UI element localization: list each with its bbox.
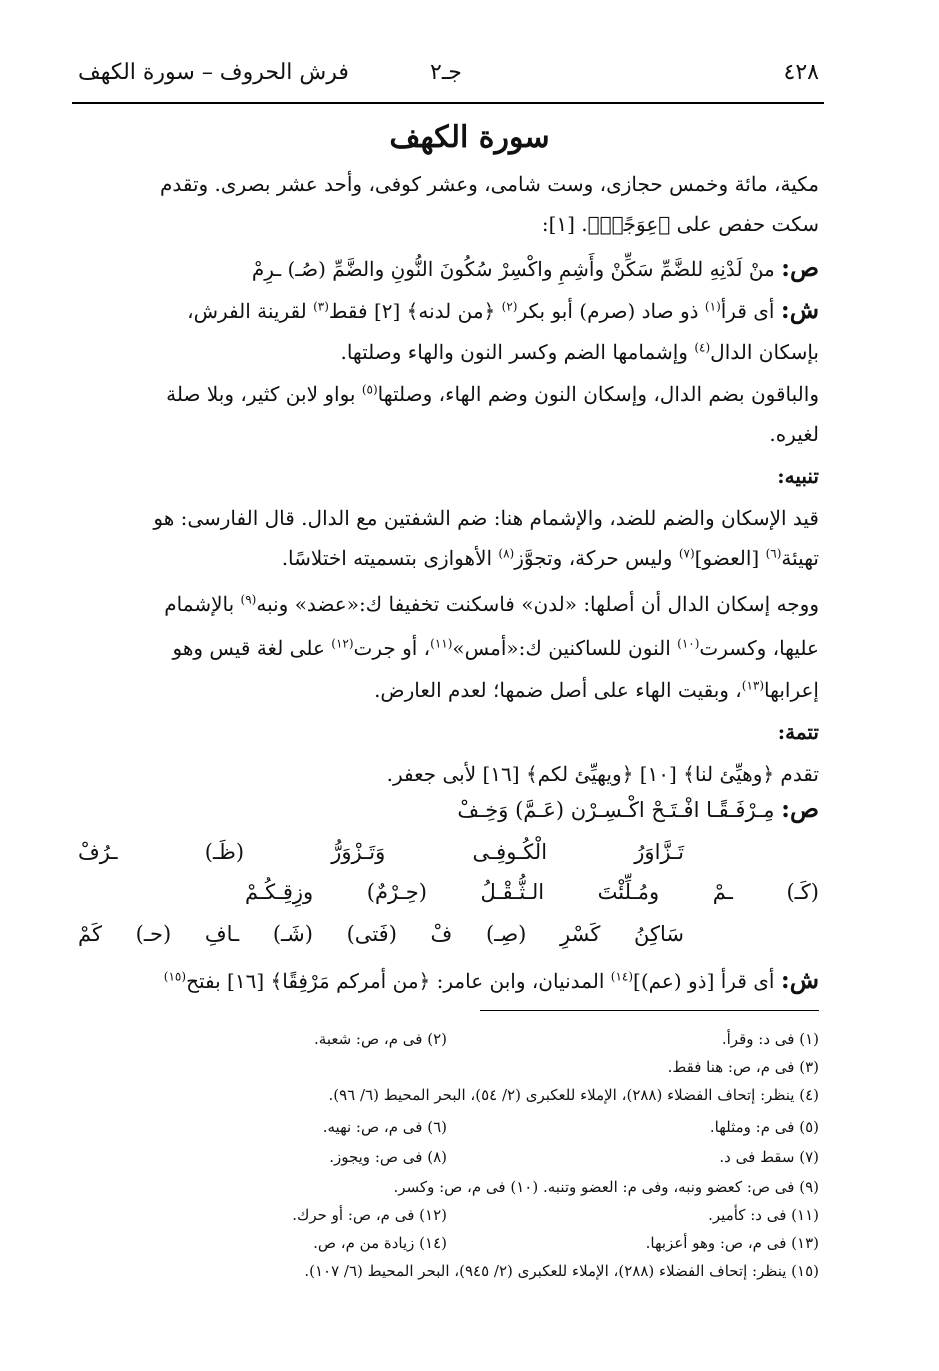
- intro-line-1: مكية، مائة وخمس حجازى، وست شامى، وعشر كوفى، وأحد عشر بصرى. وتقدم: [159, 172, 819, 196]
- tanbih-line-2: [78, 540, 819, 576]
- intro-line-2: سكت حفص على ﴿عِوَجًاۜ﴾. [١]:: [541, 212, 819, 236]
- verse-label: ص:: [781, 253, 819, 282]
- tanbih-heading: تنبيه:: [777, 464, 819, 488]
- footnote: (١٣) فى م، ص: وهو أعزبها.: [645, 1234, 819, 1252]
- page-number: ٤٢٨: [783, 60, 819, 85]
- text-run: ووجه إسكان الدال أن أصلها: «لدن» فاسكنت تخفيفا ك:«عضد» ونبه: [256, 592, 819, 616]
- footnote: (١٢) فى م، ص: أو حرك.: [292, 1206, 447, 1224]
- sharh-2-line-1: [78, 962, 819, 999]
- footnote-ref: (٩): [240, 592, 257, 607]
- footnote: (١٥) ينظر: إتحاف الفضلاء (٢٨٨)، الإملاء للعكبرى (٢/ ٩٤٥)، البحر المحيط (٦/ ١٠٧).: [304, 1262, 819, 1280]
- sharh-1-line-2: [78, 334, 819, 370]
- footnote-ref: (٨): [498, 546, 515, 561]
- footnote: (١) فى د: وقرأ.: [721, 1030, 819, 1048]
- wajh-line-2: [78, 630, 819, 666]
- tanbih-line-1: قيد الإسكان والضم للضد، والإشمام هنا: ضم الشفتين مع الدال. قال الفارسى: هو: [153, 506, 819, 530]
- text-run: بإسكان الدال: [710, 340, 819, 364]
- text-run: المدنيان، وابن عامر: ﴿من أمركم مَرْفِقًا﴾ [١٦] بفتح: [186, 969, 605, 993]
- verse-2-line-1: [457, 794, 819, 823]
- verse-2-line-4: سَاكِنُ كَسْرِ (صِـ) فْ (فَتى) (شَـ) ـافِ (حـ) كَمْ: [78, 922, 684, 946]
- verse-label: ص:: [781, 794, 819, 823]
- footnote: (٣) فى م، ص: هنا فقط.: [667, 1058, 819, 1076]
- text-run: ذو صاد (صرم) أبو بكر: [517, 299, 699, 323]
- text-run: ﴿من لدنه﴾ [٢] فقط: [328, 299, 496, 323]
- footnote-ref: (١١): [430, 636, 453, 651]
- footnote: (٥) فى م: ومثلها.: [709, 1118, 819, 1136]
- tatimma-line-1: تقدم ﴿وهيِّئ لنا﴾ [١٠] ﴿ويهيِّئ لكم﴾ [١٦] لأبى جعفر.: [386, 762, 819, 786]
- sharh-label: ش:: [780, 965, 819, 994]
- text-run: إعرابها: [764, 678, 819, 702]
- footnote: (٦) فى م، ص: نهيه.: [322, 1118, 447, 1136]
- footnote-ref: (٢): [501, 299, 518, 314]
- footnote-ref: (١٢): [331, 636, 354, 651]
- verse-2-line-3: (كَـ) ـمْ ومُـلِّئْتَ الـثُّـقْـلُ (حِـرْمٌ) وزِقِـكُـمْ: [245, 880, 819, 904]
- footnote-ref: (٤): [694, 340, 711, 355]
- text-run: ، أو جرت: [353, 636, 431, 660]
- sharh-label: ش:: [780, 295, 819, 324]
- text-run: بواو لابن كثير، وبلا صلة: [166, 382, 356, 406]
- text-run: [العضو]: [694, 546, 760, 570]
- footnote-rule: [480, 1010, 819, 1011]
- chapter-title: سورة الكهف: [389, 120, 550, 155]
- footnote-ref: (٧): [678, 546, 695, 561]
- text-run: وإشمامها الضم وكسر النون والهاء وصلتها.: [340, 340, 688, 364]
- header-rule: [72, 102, 824, 104]
- text-run: أى قرأ: [720, 299, 775, 323]
- text-run: على لغة قيس وهو: [172, 636, 325, 660]
- footnote: (١١) فى د: كأمير.: [708, 1206, 819, 1224]
- footnote: (٤) ينظر: إتحاف الفضلاء (٢٨٨)، الإملاء للعكبرى (٢/ ٥٤)، البحر المحيط (٦/ ٩٦).: [328, 1086, 819, 1104]
- verse-2-line-2: تَـزَّاوَرُ الْكُـوفِـى وَتَـزْوَرُّ (ظَـ) ـرُفْ: [78, 840, 684, 864]
- footnote-ref: (١٠): [677, 636, 700, 651]
- volume-number: جـ٢: [430, 60, 462, 85]
- text-run: ، وبقيت الهاء على أصل ضمها؛ لعدم العارض.: [374, 678, 742, 702]
- verse-1: [78, 250, 819, 287]
- footnote: (٩) فى ص: كعضو ونبه، وفى م: العضو وتنبه. (١٠) فى م، ص: وكسر.: [393, 1178, 819, 1196]
- text-run: النون للساكنين ك:«أمس»: [452, 636, 671, 660]
- footnote-ref: (١): [704, 299, 721, 314]
- footnote: (٢) فى م، ص: شعبة.: [314, 1030, 447, 1048]
- text-run: الأهوازى بتسميته اختلاسًا.: [281, 546, 493, 570]
- footnote-ref: (١٤): [610, 969, 634, 984]
- footnote: (٧) سقط فى د.: [719, 1148, 819, 1166]
- footnote-ref: (٦): [765, 546, 782, 561]
- text-run: عليها، وكسرت: [699, 636, 819, 660]
- text-run: أى قرأ [ذو (عم)]: [633, 969, 775, 993]
- footnote-ref: (١٥): [163, 969, 187, 984]
- text-run: تهيئة: [781, 546, 819, 570]
- text-run: بالإشمام: [164, 592, 235, 616]
- footnote-ref: (١٣): [741, 678, 765, 693]
- text-run: لقرينة الفرش،: [187, 299, 307, 323]
- verse-text: منْ لَدْنِهِ للضَّمِّ سَكِّنْ وأَشِمِ واكْسِرْ سُكُونَ النُّونِ والضَّمِّ (صُـ) ـرِمْ: [251, 257, 775, 281]
- footnote: (٨) فى ص: ويجوز.: [329, 1148, 447, 1166]
- wajh-line-3: [78, 672, 819, 708]
- wajh-line-1: [78, 586, 819, 622]
- text-run: وليس حركة، وتجوَّز: [514, 546, 673, 570]
- baqoon-line-2: لغيره.: [769, 422, 819, 446]
- text-run: والباقون بضم الدال، وإسكان النون وضم الهاء، وصلتها: [377, 382, 819, 406]
- tatimma-heading: تتمة:: [777, 720, 819, 744]
- footnote-ref: (٣): [313, 299, 329, 314]
- baqoon-line-1: [78, 376, 819, 412]
- footnote: (١٤) زيادة من م، ص.: [313, 1234, 447, 1252]
- footnote-ref: (٥): [361, 382, 378, 397]
- section-title: فرش الحروف – سورة الكهف: [78, 60, 349, 85]
- sharh-1-line-1: [78, 292, 819, 329]
- verse-text: مِـرْفَـقًـا افْـتَـحْ اكْـسِـرْن (عَـمَّ) وَخِـفْ: [457, 798, 775, 822]
